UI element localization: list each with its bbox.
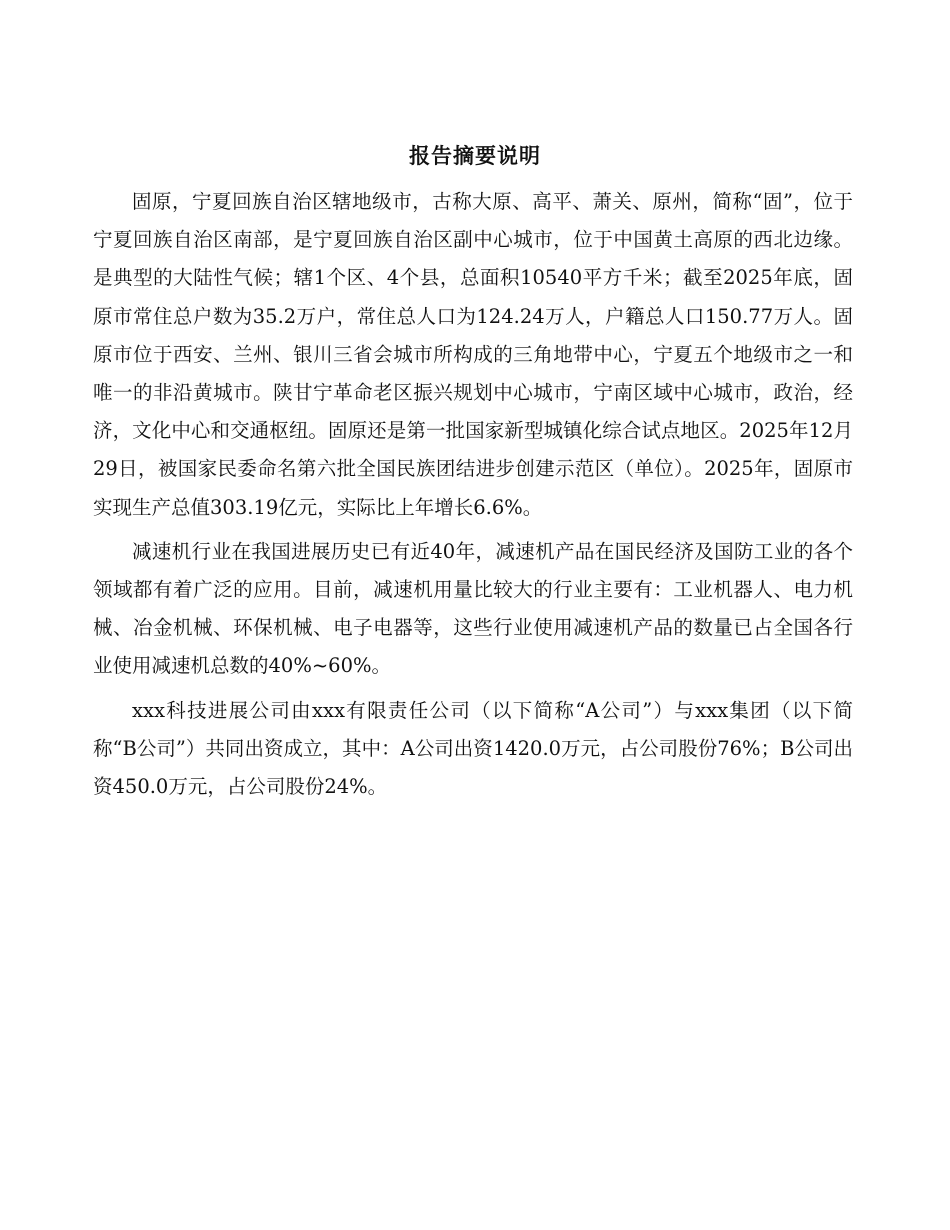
document-title: 报告摘要说明 [409,143,541,168]
paragraph-company-capital: xxx科技进展公司由xxx有限责任公司（以下简称“A公司”）与xxx集团（以下简称“B公司”）共同出资成立，其中：A公司出资1420.0万元，占公司股份76%；B公司出资450.0万元，占公司股份24%。 [93,698,853,799]
paragraph-reducer-industry: 减速机行业在我国进展历史已有近40年，减速机产品在国民经济及国防工业的各个领域都有着广泛的应用。目前，减速机用量比较大的行业主要有：工业机器人、电力机械、冶金机械、环保机械、电子电器等，这些行业使用减速机产品的数量已占全国各行业使用减速机总数的40%~60%。 [93,539,853,678]
paragraph-guyuan-overview: 固原，宁夏回族自治区辖地级市，古称大原、高平、萧关、原州，简称“固”，位于宁夏回族自治区南部，是宁夏回族自治区副中心城市，位于中国黄土高原的西北边缘。是典型的大陆性气候；辖1个区、4个县，总面积10540平方千米；截至2025年底，固原市常住总户数为35.2万户，常住总人口为124.24万人，户籍总人口150.77万人。固原市位于西安、兰州、银川三省会城市所构成的三角地带中心，宁夏五个地级市之一和唯一的非沿黄城市。陕甘宁革命老区振兴规划中心城市，宁南区域中心城市，政治，经济，文化中心和交通枢纽。固原还是第一批国家新型城镇化综合试点地区。2025年12月29日，被国家民委命名第六批全国民族团结进步创建示范区（单位）。2025年，固原市实现生产总值303.19亿元，实际比上年增长6.6%。 [93,190,853,519]
document-body [93,183,853,812]
